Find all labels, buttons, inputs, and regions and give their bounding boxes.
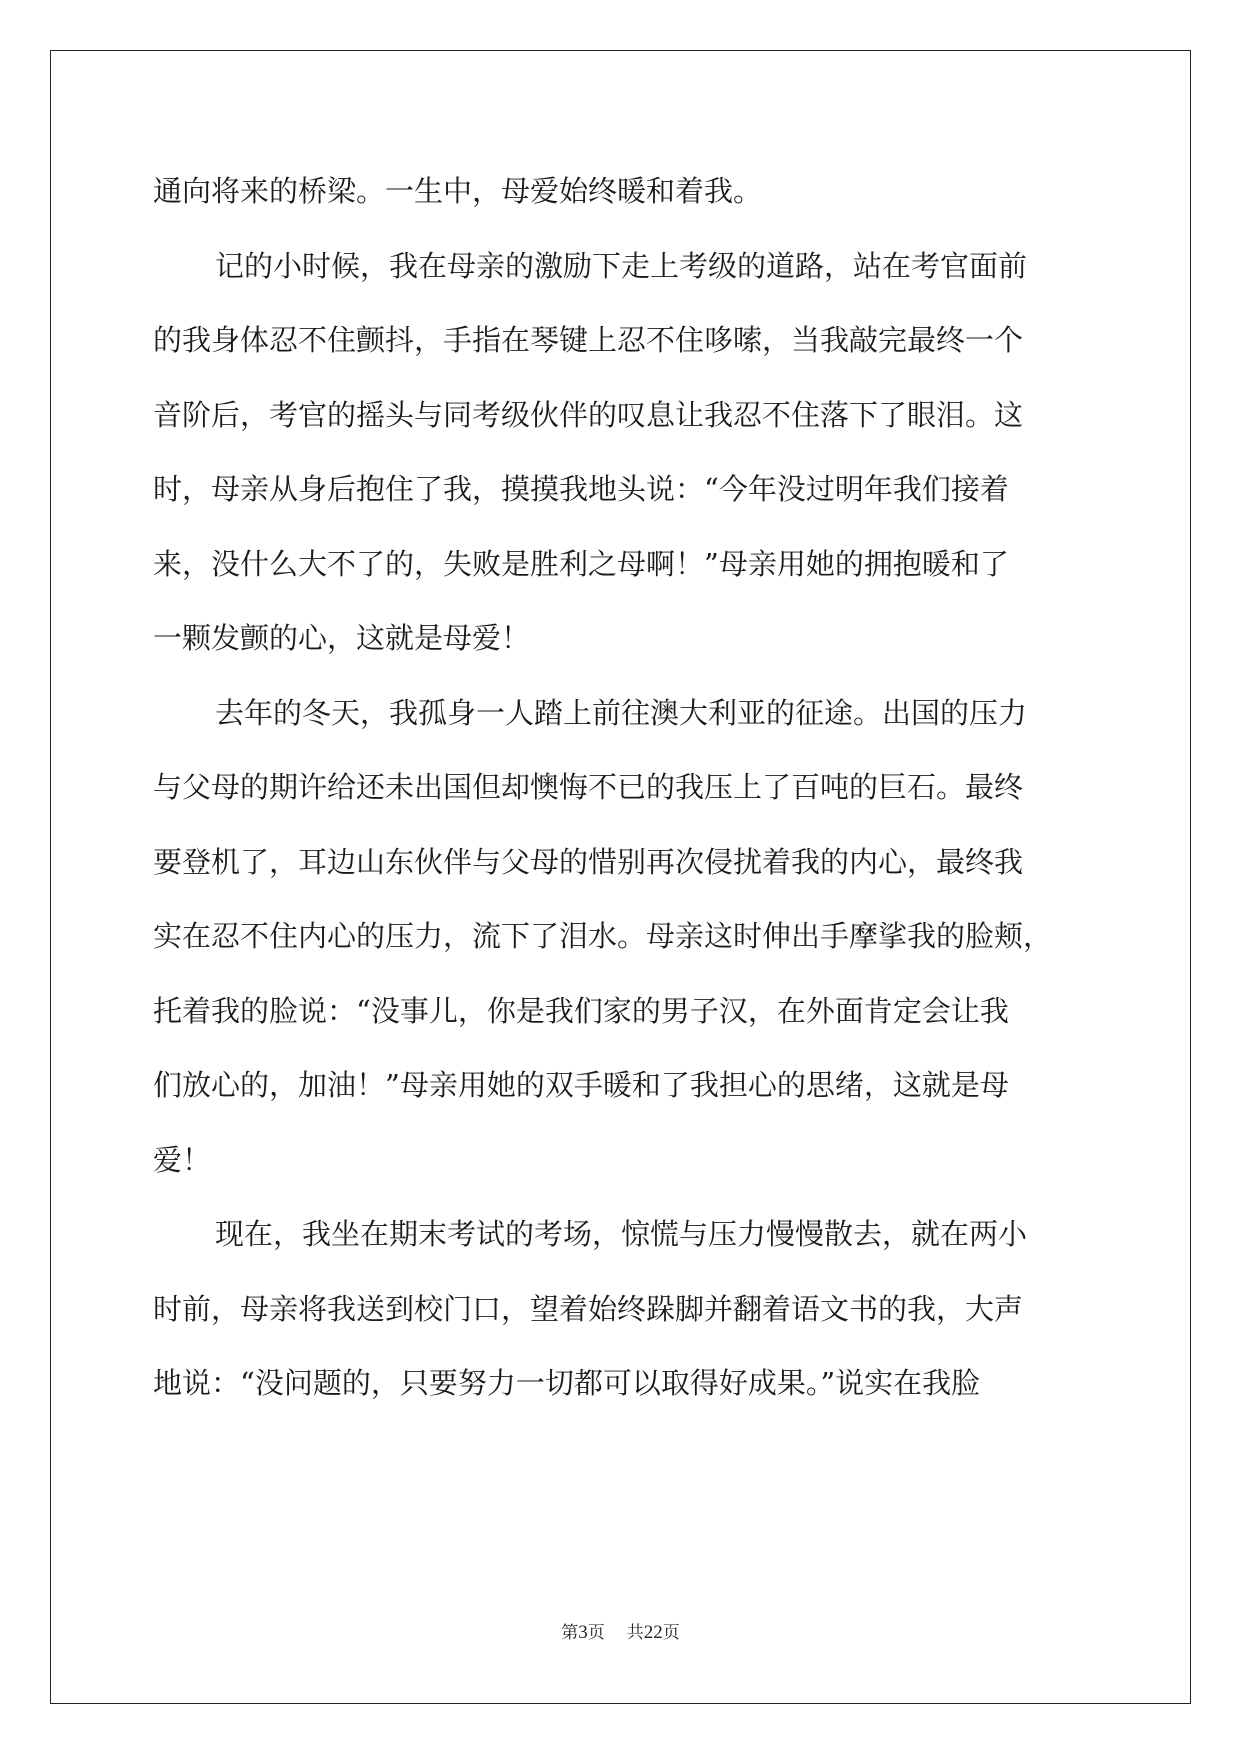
text-line: 地说：“没问题的，只要努力一切都可以取得好成果。”说实在我脸 bbox=[153, 1366, 981, 1400]
page-prefix: 第 bbox=[561, 1623, 579, 1643]
text-line: 们放心的，加油！”母亲用她的双手暖和了我担心的思绪，这就是母 bbox=[153, 1068, 1009, 1102]
text-line: 的我身体忍不住颤抖，手指在琴键上忍不住哆嗦，当我敲完最终一个 bbox=[153, 323, 1024, 357]
text-line: 实在忍不住内心的压力，流下了泪水。母亲这时伸出手摩挲我的脸颊， bbox=[153, 919, 1053, 953]
text-line: 要登机了，耳边山东伙伴与父母的惜别再次侵扰着我的内心，最终我 bbox=[153, 845, 1024, 879]
page-footer bbox=[0, 1622, 1241, 1644]
text-line: 与父母的期许给还未出国但却懊悔不已的我压上了百吨的巨石。最终 bbox=[153, 770, 1024, 804]
text-line: 托着我的脸说：“没事儿，你是我们家的男子汉，在外面肯定会让我 bbox=[153, 994, 1009, 1028]
total-pages: 22 bbox=[643, 1622, 663, 1643]
paragraph-start-line: 去年的冬天，我孤身一人踏上前往澳大利亚的征途。出国的压力 bbox=[215, 696, 1028, 730]
page-number: 3 bbox=[578, 1622, 588, 1643]
total-suffix: 页 bbox=[662, 1623, 680, 1643]
text-line: 时前，母亲将我送到校门口，望着始终跺脚并翻着语文书的我，大声 bbox=[153, 1292, 1024, 1326]
text-line: 音阶后，考官的摇头与同考级伙伴的叹息让我忍不住落下了眼泪。这 bbox=[153, 398, 1024, 432]
paragraph-start-line: 记的小时候，我在母亲的激励下走上考级的道路，站在考官面前 bbox=[215, 249, 1028, 283]
text-line: 时，母亲从身后抱住了我，摸摸我地头说：“今年没过明年我们接着 bbox=[153, 472, 1009, 506]
text-line: 通向将来的桥梁。一生中，母爱始终暖和着我。 bbox=[153, 174, 763, 208]
page-suffix: 页 bbox=[587, 1623, 605, 1643]
text-line: 一颗发颤的心，这就是母爱！ bbox=[153, 621, 531, 655]
paragraph-start-line: 现在，我坐在期末考试的考场，惊慌与压力慢慢散去，就在两小 bbox=[215, 1217, 1028, 1251]
text-line: 爱！ bbox=[153, 1143, 212, 1177]
text-line: 来，没什么大不了的，失败是胜利之母啊！”母亲用她的拥抱暖和了 bbox=[153, 547, 1009, 581]
total-prefix: 共 bbox=[626, 1623, 644, 1643]
